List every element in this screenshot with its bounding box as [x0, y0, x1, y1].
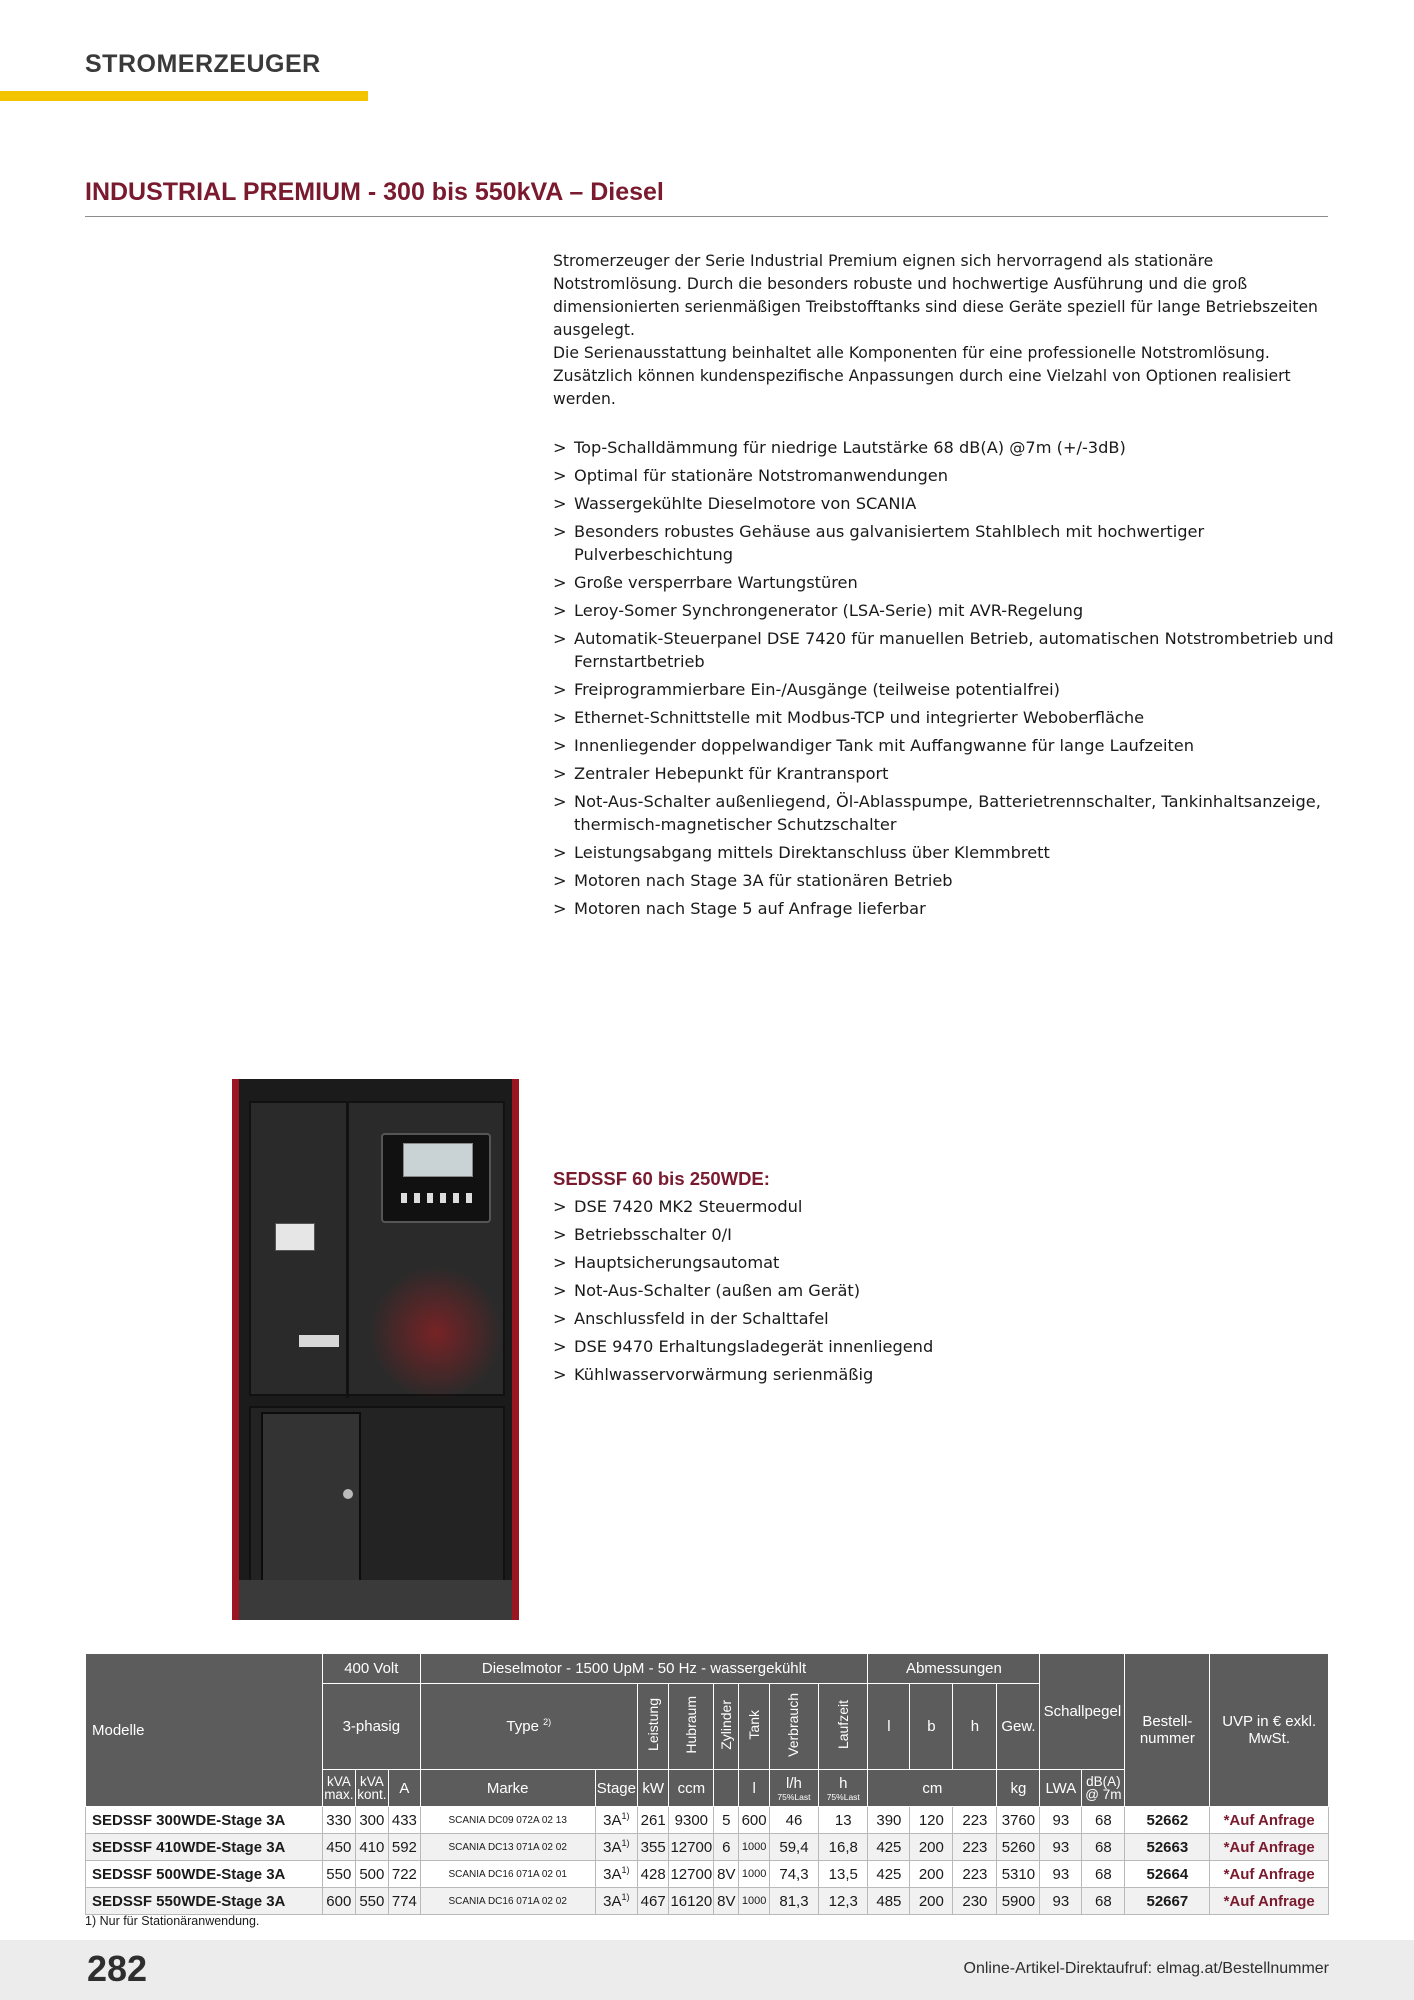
reflection [371, 1263, 501, 1403]
cell-kw: 428 [637, 1861, 668, 1888]
cell-verbrauch: 46 [769, 1807, 818, 1834]
intro-text [553, 250, 1333, 411]
cell-price: *Auf Anfrage [1210, 1834, 1329, 1861]
control-list [553, 1195, 1053, 1391]
cell-laufzeit: 13 [819, 1807, 868, 1834]
header-tank [739, 1684, 769, 1770]
cell-verbrauch: 81,3 [769, 1888, 818, 1915]
control-item: > DSE 9470 Erhaltungsladegerät innenliegend [553, 1335, 1053, 1358]
laufzeit-label: Laufzeit [834, 1699, 851, 1750]
cell-ccm: 16120 [669, 1888, 714, 1915]
cell-b: 120 [910, 1807, 953, 1834]
table-row [86, 1888, 1329, 1915]
cell-dba: 68 [1082, 1834, 1125, 1861]
cell-kg: 5260 [997, 1834, 1040, 1861]
control-item: > Hauptsicherungsautomat [553, 1251, 1053, 1274]
cell-kw: 355 [637, 1834, 668, 1861]
cell-marke: SCANIA DC13 071A 02 02 [420, 1834, 595, 1861]
hubraum-label: Hubraum [682, 1695, 699, 1754]
feature-item: > Not-Aus-Schalter außenliegend, Öl-Ablasspumpe, Batterietrennschalter, Tankinhaltsanzeige, thermisch-magnetischer Schutzschalter [553, 790, 1338, 836]
feature-item: > Innenliegender doppelwandiger Tank mit Auffangwanne für lange Laufzeiten [553, 734, 1338, 757]
unit-laufzeit [819, 1770, 868, 1807]
upper-panel [249, 1101, 505, 1396]
door-knob [343, 1489, 353, 1499]
stage-footnote: 1) [621, 1810, 630, 1821]
cell-lwa: 93 [1040, 1861, 1082, 1888]
header-zylinder [714, 1684, 739, 1770]
cell-model: SEDSSF 550WDE-Stage 3A [86, 1888, 323, 1915]
cell-order-number: 52662 [1125, 1807, 1210, 1834]
specs-table [85, 1653, 1329, 1915]
feature-item: > Optimal für stationäre Notstromanwendungen [553, 464, 1338, 487]
header-gew: Gew. [997, 1684, 1040, 1770]
leistung-label: Leistung [644, 1698, 661, 1751]
control-item: > Anschlussfeld in der Schalttafel [553, 1307, 1053, 1330]
cell-laufzeit: 16,8 [819, 1834, 868, 1861]
cell-kva-kont: 410 [355, 1834, 389, 1861]
feature-item: > Top-Schalldämmung für niedrige Lautstärke 68 dB(A) @7m (+/-3dB) [553, 436, 1338, 459]
feature-item: > Motoren nach Stage 3A für stationären Betrieb [553, 869, 1338, 892]
cell-kva-max: 450 [323, 1834, 356, 1861]
cell-verbrauch: 59,4 [769, 1834, 818, 1861]
cell-b: 200 [910, 1888, 953, 1915]
footer-url[interactable]: Online-Artikel-Direktaufruf: elmag.at/Bestellnummer [963, 1960, 1329, 1977]
tank-label: Tank [745, 1709, 762, 1740]
header-uvp: UVP in € exkl. MwSt. [1210, 1654, 1329, 1807]
cell-kva-max: 600 [323, 1888, 356, 1915]
header-400-volt: 400 Volt [323, 1654, 421, 1684]
cell-l: 425 [868, 1834, 910, 1861]
cell-laufzeit: 13,5 [819, 1861, 868, 1888]
cell-kg: 3760 [997, 1807, 1040, 1834]
laufzeit-unit: h [839, 1774, 848, 1792]
cell-zylinder: 6 [714, 1834, 739, 1861]
cell-price: *Auf Anfrage [1210, 1888, 1329, 1915]
cell-order-number: 52664 [1125, 1861, 1210, 1888]
zylinder-label: Zylinder [717, 1699, 734, 1750]
cell-kva-kont: 300 [355, 1807, 389, 1834]
stage-value: 3A [603, 1811, 622, 1829]
stage-value: 3A [603, 1892, 622, 1910]
cell-stage [595, 1888, 637, 1915]
cell-tank: 1000 [739, 1888, 769, 1915]
cell-kva-kont: 550 [355, 1888, 389, 1915]
cell-kw: 467 [637, 1888, 668, 1915]
feature-item: > Besonders robustes Gehäuse aus galvanisiertem Stahlblech mit hochwertiger Pulverbeschichtung [553, 520, 1338, 566]
cell-dba: 68 [1082, 1861, 1125, 1888]
cell-model: SEDSSF 500WDE-Stage 3A [86, 1861, 323, 1888]
verbrauch-label: Verbrauch [785, 1692, 802, 1757]
unit-kva-max: kVA max. [323, 1770, 356, 1807]
cell-lwa: 93 [1040, 1834, 1082, 1861]
cell-dba: 68 [1082, 1888, 1125, 1915]
unit-ccm: ccm [669, 1770, 714, 1807]
unit-kva-kont: kVA kont. [355, 1770, 389, 1807]
feature-item: > Leistungsabgang mittels Direktanschluss über Klemmbrett [553, 841, 1338, 864]
unit-lwa: LWA [1040, 1770, 1082, 1807]
cell-marke: SCANIA DC09 072A 02 13 [420, 1807, 595, 1834]
cell-tank: 600 [739, 1807, 769, 1834]
feature-item: > Automatik-Steuerpanel DSE 7420 für manuellen Betrieb, automatischen Notstrombetrieb und Fernstartbetrieb [553, 627, 1338, 673]
cell-a: 722 [389, 1861, 420, 1888]
feature-list [553, 436, 1338, 925]
table-row [86, 1861, 1329, 1888]
feature-item: > Große versperrbare Wartungstüren [553, 571, 1338, 594]
panel-divider [346, 1103, 349, 1398]
intro-paragraph-1: Stromerzeuger der Serie Industrial Premium eignen sich hervorragend als stationäre Notstromlösung. Durch die besonders robuste und hochwertige Ausführung und die groß dimensionierten serienmäßigen Treibstofftanks sind diese Geräte speziell für lange Betriebszeiten ausgelegt. [553, 252, 1318, 339]
cell-h: 223 [953, 1834, 997, 1861]
cell-model: SEDSSF 300WDE-Stage 3A [86, 1807, 323, 1834]
table-footnote: 1) Nur für Stationäranwendung. [85, 1914, 260, 1928]
cabinet-floor [239, 1580, 512, 1620]
section-label: STROMERZEUGER [85, 50, 321, 78]
control-cabinet-photo [232, 1079, 519, 1620]
control-item: > Kühlwasservorwärmung serienmäßig [553, 1363, 1053, 1386]
cell-tank: 1000 [739, 1834, 769, 1861]
product-title: INDUSTRIAL PREMIUM - 300 bis 550kVA – Diesel [85, 178, 664, 206]
cell-b: 200 [910, 1834, 953, 1861]
verbrauch-note: 75%Last [777, 1791, 811, 1802]
stage-value: 3A [603, 1865, 622, 1883]
cell-l: 485 [868, 1888, 910, 1915]
control-item: > Not-Aus-Schalter (außen am Gerät) [553, 1279, 1053, 1302]
stage-footnote: 1) [621, 1837, 630, 1848]
stage-footnote: 1) [621, 1891, 630, 1902]
unit-a: A [389, 1770, 420, 1807]
table-row [86, 1807, 1329, 1834]
cell-h: 223 [953, 1861, 997, 1888]
header-type [420, 1684, 637, 1770]
intro-paragraph-2: Die Serienausstattung beinhaltet alle Komponenten für eine professionelle Notstromlösung. Zusätzlich können kundenspezifische Anpassungen durch eine Vielzahl von Optionen realisiert werden. [553, 344, 1291, 408]
cell-a: 774 [389, 1888, 420, 1915]
cell-zylinder: 8V [714, 1888, 739, 1915]
cell-price: *Auf Anfrage [1210, 1807, 1329, 1834]
cabinet-door [261, 1412, 361, 1592]
unit-cm: cm [868, 1770, 997, 1807]
feature-item: > Leroy-Somer Synchrongenerator (LSA-Serie) mit AVR-Regelung [553, 599, 1338, 622]
unit-kg: kg [997, 1770, 1040, 1807]
cell-marke: SCANIA DC16 071A 02 02 [420, 1888, 595, 1915]
header-3-phasig: 3-phasig [323, 1684, 421, 1770]
header-l: l [868, 1684, 910, 1770]
cell-laufzeit: 12,3 [819, 1888, 868, 1915]
feature-item: > Wassergekühlte Dieselmotore von SCANIA [553, 492, 1338, 515]
cell-h: 223 [953, 1807, 997, 1834]
unit-verbrauch [769, 1770, 818, 1807]
cell-stage [595, 1807, 637, 1834]
cell-a: 592 [389, 1834, 420, 1861]
laufzeit-note: 75%Last [826, 1791, 860, 1802]
feature-item: > Motoren nach Stage 5 auf Anfrage lieferbar [553, 897, 1338, 920]
header-b: b [910, 1684, 953, 1770]
header-laufzeit [819, 1684, 868, 1770]
stage-value: 3A [603, 1838, 622, 1856]
type-label: Type [506, 1718, 544, 1735]
label-plate [299, 1335, 339, 1347]
unit-tank: l [739, 1770, 769, 1807]
unit-stage: Stage [595, 1770, 637, 1807]
controller-buttons [401, 1193, 477, 1203]
cell-model: SEDSSF 410WDE-Stage 3A [86, 1834, 323, 1861]
cell-a: 433 [389, 1807, 420, 1834]
section-accent-bar [0, 91, 368, 101]
cell-kg: 5310 [997, 1861, 1040, 1888]
header-schallpegel: Schallpegel [1040, 1654, 1125, 1770]
cell-ccm: 12700 [669, 1861, 714, 1888]
cell-kva-max: 330 [323, 1807, 356, 1834]
cell-l: 390 [868, 1807, 910, 1834]
cell-kva-kont: 500 [355, 1861, 389, 1888]
cell-zylinder: 8V [714, 1861, 739, 1888]
header-hubraum [669, 1684, 714, 1770]
lower-panel [249, 1406, 505, 1596]
feature-item: > Ethernet-Schnittstelle mit Modbus-TCP und integrierter Weboberfläche [553, 706, 1338, 729]
stage-footnote: 1) [621, 1864, 630, 1875]
table-row [86, 1834, 1329, 1861]
cell-lwa: 93 [1040, 1888, 1082, 1915]
unit-zylinder [714, 1770, 739, 1807]
header-dieselmotor: Dieselmotor - 1500 UpM - 50 Hz - wassergekühlt [420, 1654, 868, 1684]
feature-item: > Freiprogrammierbare Ein-/Ausgänge (teilweise potentialfrei) [553, 678, 1338, 701]
verbrauch-unit: l/h [786, 1774, 802, 1792]
type-footnote: 2) [543, 1717, 552, 1727]
header-modelle: Modelle [86, 1654, 323, 1807]
unit-dba: dB(A) @ 7m [1082, 1770, 1125, 1807]
cell-price: *Auf Anfrage [1210, 1861, 1329, 1888]
unit-marke: Marke [420, 1770, 595, 1807]
cell-dba: 68 [1082, 1807, 1125, 1834]
cell-b: 200 [910, 1861, 953, 1888]
cell-marke: SCANIA DC16 071A 02 01 [420, 1861, 595, 1888]
feature-item: > Zentraler Hebepunkt für Krantransport [553, 762, 1338, 785]
controller-screen [403, 1143, 473, 1177]
unit-kw: kW [637, 1770, 668, 1807]
header-abmessungen: Abmessungen [868, 1654, 1040, 1684]
header-h: h [953, 1684, 997, 1770]
cell-stage [595, 1834, 637, 1861]
header-bestellnummer: Bestell-nummer [1125, 1654, 1210, 1807]
cell-kg: 5900 [997, 1888, 1040, 1915]
cell-ccm: 9300 [669, 1807, 714, 1834]
cell-order-number: 52667 [1125, 1888, 1210, 1915]
cell-lwa: 93 [1040, 1807, 1082, 1834]
control-item: > DSE 7420 MK2 Steuermodul [553, 1195, 1053, 1218]
cell-order-number: 52663 [1125, 1834, 1210, 1861]
controller-module [381, 1133, 491, 1223]
cell-kw: 261 [637, 1807, 668, 1834]
cell-kva-max: 550 [323, 1861, 356, 1888]
title-divider [85, 216, 1328, 217]
page-number: 282 [87, 1948, 148, 1989]
control-item: > Betriebsschalter 0/I [553, 1223, 1053, 1246]
header-leistung [637, 1684, 668, 1770]
cell-l: 425 [868, 1861, 910, 1888]
header-verbrauch [769, 1684, 818, 1770]
cell-stage [595, 1861, 637, 1888]
control-title: SEDSSF 60 bis 250WDE: [553, 1168, 770, 1189]
cell-h: 230 [953, 1888, 997, 1915]
cell-zylinder: 5 [714, 1807, 739, 1834]
cell-ccm: 12700 [669, 1834, 714, 1861]
cell-verbrauch: 74,3 [769, 1861, 818, 1888]
circuit-breaker [275, 1223, 315, 1251]
cell-tank: 1000 [739, 1861, 769, 1888]
